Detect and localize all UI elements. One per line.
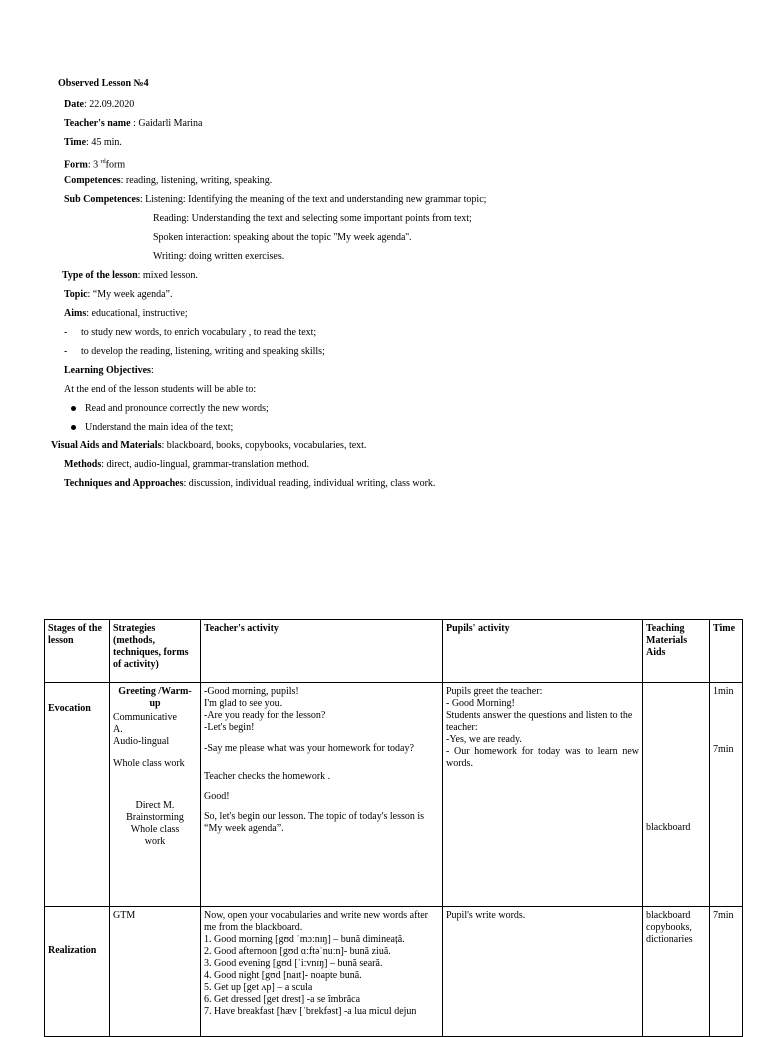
objective-item-1: Read and pronounce correctly the new words;	[71, 403, 269, 415]
date-line: Date: 22.09.2020	[64, 99, 135, 110]
header-strategies: Strategies (methods, techniques, forms of activity)	[110, 620, 201, 683]
objectives-heading: Learning Objectives:	[64, 365, 154, 376]
materials-cell-evocation: blackboard	[643, 683, 710, 907]
header-teacher-activity: Teacher's activity	[201, 620, 443, 683]
stage-cell-realization: Realization	[45, 907, 110, 1037]
sub-competence-reading: Reading: Understanding the text and selecting some important points from text;	[153, 213, 472, 224]
sub-competences-line: Sub Competences: Listening: Identifying the meaning of the text and understanding new grammar topic;	[64, 194, 487, 205]
header-materials: Teaching Materials Aids	[643, 620, 710, 683]
pupils-cell-realization: Pupil's write words.	[443, 907, 643, 1037]
table-header-row	[45, 620, 743, 683]
aims-item-2: - to develop the reading, listening, writing and speaking skills;	[64, 346, 325, 357]
objective-item-2: Understand the main idea of the text;	[71, 422, 233, 434]
type-line: Type of the lesson: mixed lesson.	[62, 270, 198, 281]
header-time: Time	[710, 620, 743, 683]
table-row-evocation	[45, 683, 743, 907]
techniques-line: Techniques and Approaches: discussion, individual reading, individual writing, class work.	[64, 478, 436, 489]
lesson-plan-table	[44, 619, 743, 1037]
aims-item-1: - to study new words, to enrich vocabulary , to read the text;	[64, 327, 317, 338]
stage-cell-evocation: Evocation	[45, 683, 110, 907]
teacher-cell-realization: Now, open your vocabularies and write new words after me from the blackboard. 1. Good morning [gʊd ˈmɔːnɪŋ] – bună dimineață. 2. Good afternoon [gʊd ɑːftəˈnuːn]- bună ziuă. 3. Good evening [gʊd [ˈiːvnɪŋ] – bună seară. 4. Good night [gʊd [naɪt]- noapte bună. 5. Get up [get ʌp] – a scula 6. Get dressed [get drest] -a se îmbrăca 7. Have breakfast [hæv [ˈbrekfəst] -a lua micul dejun	[201, 907, 443, 1037]
strategy-cell-evocation: Greeting /Warm-up Communicative A. Audio-lingual Whole class work Direct M. Brainstorming Whole class work	[110, 683, 201, 907]
topic-line: Topic: “My week agenda”.	[64, 289, 173, 300]
header-pupils-activity: Pupils' activity	[443, 620, 643, 683]
table-row-realization	[45, 907, 743, 1037]
form-line: Form: 3 $^{rd}$form	[64, 159, 126, 171]
objectives-intro: At the end of the lesson students will be able to:	[64, 384, 257, 395]
materials-cell-realization: blackboard copybooks, dictionaries	[643, 907, 710, 1037]
bullet-icon	[71, 425, 76, 430]
pupils-cell-evocation: Pupils greet the teacher: - Good Morning! Students answer the questions and listen to the teacher: -Yes, we are ready. - Our homework for today was to learn new words.	[443, 683, 643, 907]
time-cell-realization: 7min	[710, 907, 743, 1037]
sub-competence-spoken: Spoken interaction: speaking about the topic ''My week agenda''.	[153, 232, 412, 243]
bullet-icon	[71, 406, 76, 411]
sub-competence-writing: Writing: doing written exercises.	[153, 251, 285, 262]
visual-aids-line: Visual Aids and Materials: blackboard, books, copybooks, vocabularies, text.	[51, 440, 367, 451]
teacher-cell-evocation: -Good morning, pupils! I'm glad to see you. -Are you ready for the lesson? -Let's begin! -Say me please what was your homework for today? Teacher checks the homework . Good! So, let's begin our lesson. The topic of today's lesson is “My week agenda”.	[201, 683, 443, 907]
methods-line: Methods: direct, audio-lingual, grammar-translation method.	[64, 459, 310, 470]
time-cell-evocation: 1min 7min	[710, 683, 743, 907]
teacher-line: Teacher's name : Gaidarli Marina	[64, 118, 203, 129]
strategy-cell-realization: GTM	[110, 907, 201, 1037]
competences-line: Competences: reading, listening, writing, speaking.	[64, 175, 273, 186]
lesson-title: Observed Lesson №4	[58, 78, 149, 89]
header-stages: Stages of the lesson	[45, 620, 110, 683]
aims-line: Aims: educational, instructive;	[64, 308, 188, 319]
time-line: Time: 45 min.	[64, 137, 122, 148]
